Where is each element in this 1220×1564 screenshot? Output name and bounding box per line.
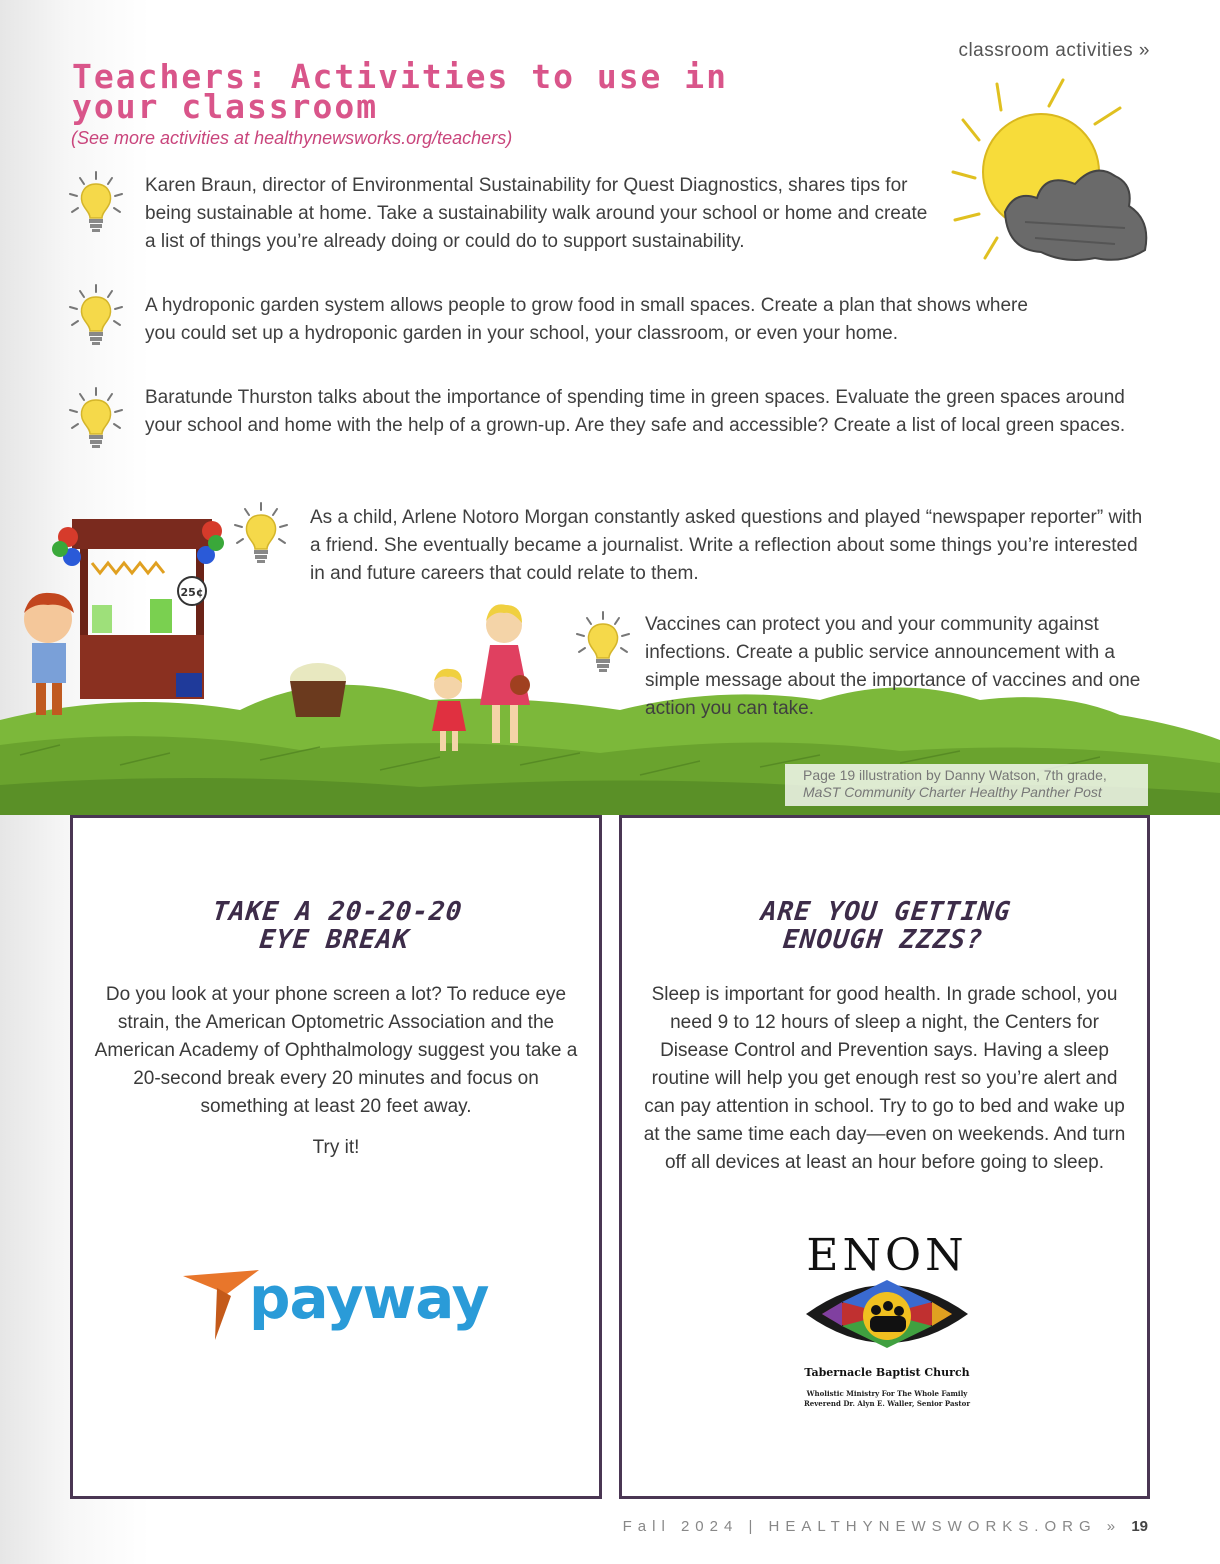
box-title-line-1: ARE YOU GETTING [759,897,1013,927]
lightbulb-icon [66,170,126,234]
lightbulb-icon [66,283,126,347]
sleep-box [619,815,1150,1499]
lightbulb-icon [66,386,126,450]
box-title [70,898,602,954]
activity-text: As a child, Arlene Notoro Morgan constantly asked questions and played “newspaper reporter” with a friend. She eventually became a journalist. Write a reflection about some things you’re interested in and future careers that could relate to them. [310,507,1143,584]
illustration-credit [785,764,1148,806]
payway-wordmark: payway [249,1264,489,1332]
enon-logo [782,1230,992,1426]
activity-text: Karen Braun, director of Environmental Sustainability for Quest Diagnostics, shares tips for being sustainable at home. Take a sustainability walk around your school or home and create a list of things you’re already doing or could do to support sustainability. [145,175,928,252]
eye-break-box [70,815,602,1499]
lightbulb-icon [231,501,291,565]
page-footer [623,1518,1148,1535]
box-title [619,898,1150,954]
footer-issue: Fall 2024 | HEALTHYNEWSWORKS.ORG » [622,1518,1122,1535]
page-title: Teachers: Activities to use in your classroom [72,57,729,126]
box-title-line-2: ENOUGH ZZZS? [781,925,985,955]
enon-wordmark: ENON [806,1230,968,1281]
enon-church-name: Tabernacle Baptist Church [804,1366,970,1379]
box-title-line-1: TAKE A 20-20-20 [210,897,464,927]
page-number: 19 [1131,1518,1148,1535]
lightbulb-icon [573,610,633,674]
price-sign: 25¢ [180,586,204,599]
payway-logo [181,1258,501,1348]
enon-tagline-2: Reverend Dr. Alyn E. Waller, Senior Pastor [803,1399,971,1408]
box-title-line-2: EYE BREAK [257,925,412,955]
sun-illustration [945,72,1170,287]
box-cta: Try it! [312,1137,360,1158]
enon-tagline-1: Wholistic Ministry For The Whole Family [806,1389,968,1398]
box-body: Do you look at your phone screen a lot? To reduce eye strain, the American Optometric Association and the American Academy of Ophthalmology suggest you take a 20-second break every 20 minutes and focus on something at least 20 feet away. [94,984,578,1117]
credit-line-1: Page 19 illustration by Danny Watson, 7th grade, [803,767,1107,783]
page-subtitle: (See more activities at healthynewsworks.org/teachers) [71,128,513,148]
section-tag: classroom activities » [958,40,1150,61]
activity-text: Baratunde Thurston talks about the importance of spending time in green spaces. Evaluate the green spaces around your school and home with the help of a grown-up. Are they safe and accessible? Create a list of local green spaces. [145,387,1126,436]
activity-text: A hydroponic garden system allows people to grow food in small spaces. Create a plan that shows where you could set up a hydroponic garden in your school, your classroom, or even your home. [145,295,1028,344]
credit-line-2: MaST Community Charter Healthy Panther Post [803,784,1102,800]
activity-text: Vaccines can protect you and your community against infections. Create a public service announcement with a simple message about the importance of vaccines and one action you can take. [645,614,1141,719]
box-body: Sleep is important for good health. In grade school, you need 9 to 12 hours of sleep a night, the Centers for Disease Control and Prevention says. Having a sleep routine will help you get enough rest so you’re alert and can pay attention in school. Try to go to bed and wake up at the same time each day—even on weekends. And turn off all devices at least an hour before going to sleep. [643,984,1126,1173]
